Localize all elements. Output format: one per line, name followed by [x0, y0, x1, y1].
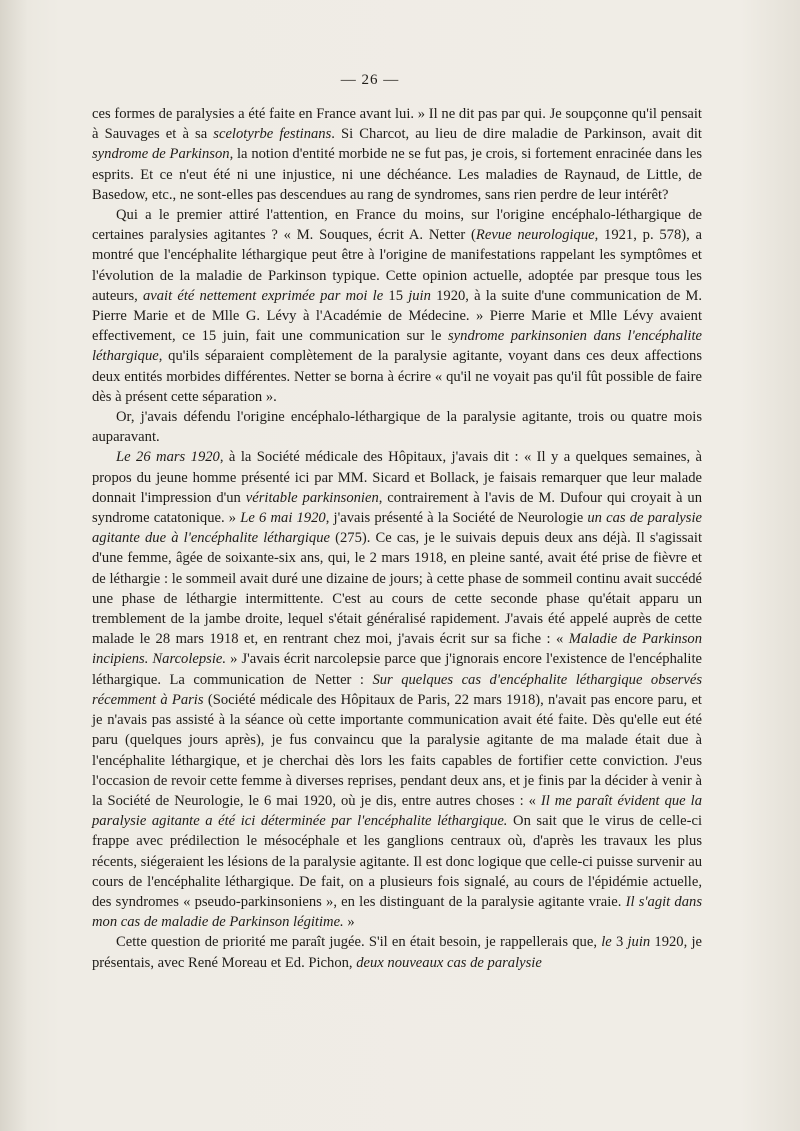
italic-text: Sur quelques cas d'encéphalite léthargique observés récemment à Paris — [92, 671, 702, 708]
italic-text: avait été nettement exprimée par moi le — [142, 287, 384, 304]
italic-text: deux nouveaux cas de paralysie — [356, 954, 542, 971]
text-run: (Société médicale des Hôpitaux de Paris, 22 mars 1918), n'avait pas encore paru, et je n'avais pas assisté à la séance où cette importante communication avait été faite. Dès qu'elle eut été paru (quelques jours après), je fus convaincu que la paralysie agitante de ma malade était due à l'encéphalite léthargique, et je cherchai dès lors les faits capables de fortifier cette conviction. J'eus l'occasion de revoir cette femme à diverses reprises, pendant deux ans, et je finis par la décider à venir à la Société de Neurologie, le 6 mai 1920, où je dis, entre autres choses : « — [92, 691, 702, 809]
text-run: . Si Charcot, au lieu de dire maladie de Parkinson, avait dit — [331, 126, 702, 143]
text-run: Or, j'avais défendu l'origine encéphalo-léthargique de la paralysie agitante, trois ou quatre mois auparavant. — [92, 409, 702, 446]
italic-text: juin — [627, 934, 651, 951]
text-run: » J'avais écrit narcolepsie parce que j'ignorais encore l'existence de l'encéphalite léthargique. La communication de Netter : — [92, 651, 702, 688]
italic-text: Le 26 mars 1920 — [116, 449, 220, 466]
italic-text: Il s'agit dans mon cas de maladie de Parkinson légitime. — [92, 893, 702, 931]
text-run: 15 — [383, 287, 409, 304]
italic-text: Il me paraît évident que la paralysie agitante a été ici déterminée par l'encéphalite léthargique. — [92, 792, 702, 830]
text-run: , contrairement à l'avis de M. Dufour qui croyait à un syndrome catatonique. » — [92, 489, 702, 527]
page-number: — 26 — — [340, 72, 400, 88]
text-run: ces formes de paralysies a été faite en France avant lui. » Il ne dit pas par qui. Je soupçonne qu'il pensait à Sauvages et à sa — [92, 106, 702, 143]
text-run: Qui a le premier attiré l'attention, en France du moins, sur l'origine encéphalo-léthargique de certaines paralysies agitantes ? « M. Souques, écrit A. Netter ( — [92, 207, 702, 244]
text-run: , qu'ils séparaient complètement de la paralysie agitante, voyant dans ces deux affections deux entités morbides différentes. Netter se borna à écrire « qu'il ne voyait pas qu'il fût possible de faire dès à présent cette séparation ». — [92, 348, 702, 405]
italic-text: syndrome de Parkinson — [92, 146, 230, 163]
text-run: (275). Ce cas, je le suivais depuis deux ans déjà. Il s'agissait d'une femme, âgée de soixante-six ans, qui, le 2 mars 1918, en pleine santé, avait été prise de fièvre et de léthargie : le sommeil avait duré une dizaine de jours; à cette phase de sommeil continu avait succédé une phase de léthargie intermittente. C'est au cours de cette seconde phase qu'était apparu un tremblement de la jambe droite, lequel s'était généralisé rapidement. J'avais été appelé auprès de cette malade le 28 mars 1918 et, en rentrant chez moi, j'avais écrit sur sa fiche : « — [92, 530, 703, 648]
italic-text: véritable parkinsonien — [245, 489, 379, 506]
italic-text: syndrome parkinsonien dans l'encéphalite léthargique — [92, 328, 702, 365]
text-run: Cette question de priorité me paraît jugée. S'il en était besoin, je rappellerais que, — [116, 934, 602, 951]
text-run: 1920, à la suite d'une communication de M. Pierre Marie et de Mlle G. Lévy à l'Académie de Médecine. » Pierre Marie et Mlle Lévy avaient effectivement, ce 15 juin, fait une communication sur le — [92, 287, 702, 345]
italic-text: Revue neurologique — [475, 227, 595, 244]
italic-text: le — [601, 934, 612, 951]
italic-text: scelotyrbe festinans — [213, 126, 332, 143]
italic-text: un cas de paralysie agitante due à l'encéphalite léthargique — [92, 510, 702, 547]
text-run: » — [343, 914, 355, 931]
body-text — [92, 104, 702, 973]
paragraph — [92, 205, 702, 407]
italic-text: Le 6 mai 1920 — [240, 510, 326, 527]
paragraph — [92, 104, 702, 205]
paragraph — [92, 932, 702, 972]
paragraph — [92, 447, 702, 932]
italic-text: Maladie de Parkinson incipiens. Narcolepsie. — [92, 631, 703, 668]
text-run: 1920, je présentais, avec René Moreau et Ed. Pichon, — [92, 934, 702, 971]
paragraph — [92, 407, 702, 447]
text-run: , à la Société médicale des Hôpitaux, j'avais dit : « Il y a quelques semaines, à propos du jeune homme présenté ici par MM. Sicard et Bollack, je faisais remarquer que leur malade donnait l'impression d'un — [92, 449, 703, 506]
text-run: On sait que le virus de celle-ci frappe avec prédilection le mésocéphale et les ganglions centraux où, d'après les travaux les plus récents, siégeraient les lésions de la paralysie agitante. Il est donc logique que celle-ci puisse survenir au cours de l'encéphalite léthargique. De fait, on a plusieurs fois signalé, au cours de l'épidémie actuelle, des syndromes « pseudo-parkinsoniens », en les distinguant de la paralysie agitante vraie. — [92, 813, 703, 910]
text-run: 3 — [611, 934, 628, 951]
italic-text: juin — [408, 287, 431, 304]
text-run: , j'avais présenté à la Société de Neurologie — [325, 510, 588, 527]
text-run: , 1921, p. 578), a montré que l'encéphalite léthargique peut être à l'origine de manifestations rappelant les symptômes et l'évolution de la maladie de Parkinson typique. Cette opinion actuelle, adoptée par presque tous les auteurs, — [92, 227, 703, 304]
text-run: , la notion d'entité morbide ne se fut pas, je crois, si fortement enracinée dans les esprits. Et ce n'eut été ni une injustice, ni une déchéance. Les maladies de Raynaud, de Little, de Basedow, etc., ne sont-elles pas descendues au rang de syndromes, sans rien perdre de leur intérêt? — [92, 146, 703, 203]
